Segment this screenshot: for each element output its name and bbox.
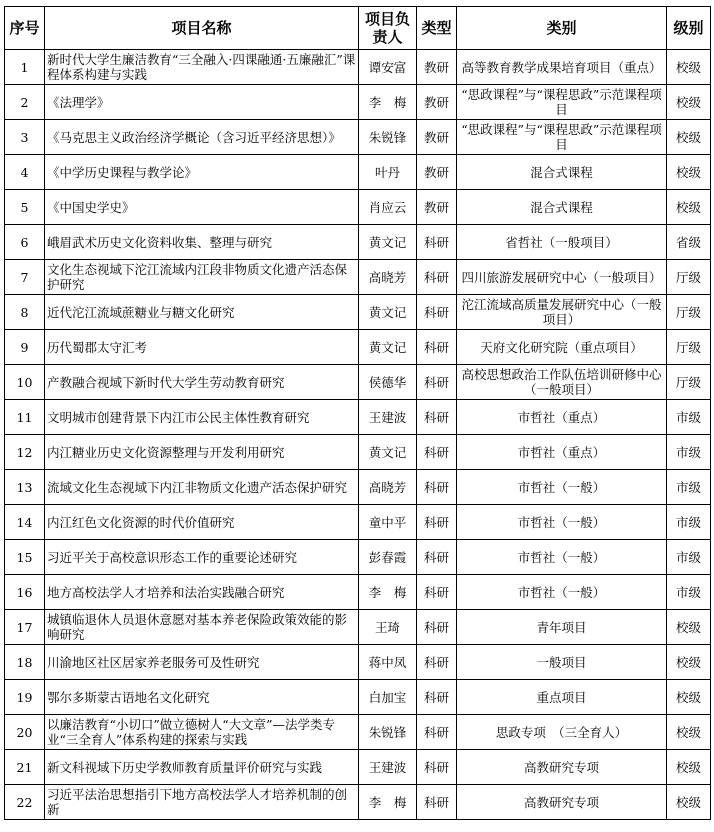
cell-level: 校级 [667, 610, 711, 645]
cell-level: 市级 [667, 435, 711, 470]
cell-type: 科研 [417, 330, 457, 365]
cell-no: 7 [5, 260, 45, 295]
table-row [5, 225, 711, 260]
cell-project-name: 产教融合视域下新时代大学生劳动教育研究 [45, 365, 359, 400]
cell-type: 科研 [417, 645, 457, 680]
cell-level: 校级 [667, 155, 711, 190]
cell-level: 市级 [667, 505, 711, 540]
cell-type: 科研 [417, 680, 457, 715]
cell-project-name: 新时代大学生廉洁教育“三全融入·四课融通·五廉融汇”课程体系构建与实践 [45, 50, 359, 85]
cell-level: 校级 [667, 645, 711, 680]
cell-project-lead: 黄文记 [359, 225, 417, 260]
cell-category: 高教研究专项 [457, 750, 667, 785]
cell-project-name: 峨眉武术历史文化资料收集、整理与研究 [45, 225, 359, 260]
header-level: 级别 [667, 7, 711, 50]
cell-level: 厅级 [667, 330, 711, 365]
header-no: 序号 [5, 7, 45, 50]
cell-project-lead: 李 梅 [359, 575, 417, 610]
cell-project-name: 流域文化生态视域下内江非物质文化遗产活态保护研究 [45, 470, 359, 505]
cell-project-name: 城镇临退休人员退休意愿对基本养老保险政策效能的影响研究 [45, 610, 359, 645]
cell-category: 天府文化研究院（重点项目） [457, 330, 667, 365]
cell-level: 市级 [667, 470, 711, 505]
header-type: 类型 [417, 7, 457, 50]
cell-project-name: 文明城市创建背景下内江市公民主体性教育研究 [45, 400, 359, 435]
cell-project-lead: 王建波 [359, 400, 417, 435]
cell-type: 科研 [417, 225, 457, 260]
cell-level: 市级 [667, 575, 711, 610]
cell-no: 1 [5, 50, 45, 85]
cell-no: 5 [5, 190, 45, 225]
cell-category: 四川旅游发展研究中心（一般项目） [457, 260, 667, 295]
cell-type: 科研 [417, 575, 457, 610]
cell-project-name: 鄂尔多斯蒙古语地名文化研究 [45, 680, 359, 715]
table-row [5, 260, 711, 295]
cell-type: 科研 [417, 470, 457, 505]
cell-type: 教研 [417, 120, 457, 155]
cell-no: 20 [5, 715, 45, 750]
cell-project-lead: 黄文记 [359, 295, 417, 330]
cell-type: 科研 [417, 505, 457, 540]
table-row [5, 330, 711, 365]
header-name: 项目名称 [45, 7, 359, 50]
cell-project-lead: 黄文记 [359, 330, 417, 365]
cell-no: 8 [5, 295, 45, 330]
cell-project-lead: 高晓芳 [359, 260, 417, 295]
table-row [5, 85, 711, 120]
cell-no: 10 [5, 365, 45, 400]
cell-project-name: 习近平法治思想指引下地方高校法学人才培养机制的创新 [45, 785, 359, 820]
cell-no: 19 [5, 680, 45, 715]
cell-no: 22 [5, 785, 45, 820]
table-row [5, 365, 711, 400]
cell-category: 市哲社（一般） [457, 470, 667, 505]
cell-level: 厅级 [667, 295, 711, 330]
cell-project-lead: 黄文记 [359, 435, 417, 470]
cell-category: 重点项目 [457, 680, 667, 715]
cell-no: 9 [5, 330, 45, 365]
cell-level: 校级 [667, 680, 711, 715]
cell-level: 校级 [667, 120, 711, 155]
cell-project-lead: 蒋中凤 [359, 645, 417, 680]
cell-level: 省级 [667, 225, 711, 260]
cell-type: 科研 [417, 715, 457, 750]
cell-project-name: 内江糖业历史文化资源整理与开发利用研究 [45, 435, 359, 470]
cell-project-name: 《中学历史课程与教学论》 [45, 155, 359, 190]
table-row [5, 575, 711, 610]
header-row [5, 7, 711, 50]
table-row [5, 645, 711, 680]
cell-category: 沱江流域高质量发展研究中心（一般项目） [457, 295, 667, 330]
cell-project-name: 以廉洁教育“小切口”做立德树人“大文章”—法学类专业“三全育人”体系构建的探索与实践 [45, 715, 359, 750]
cell-project-name: 川渝地区社区居家养老服务可及性研究 [45, 645, 359, 680]
cell-level: 厅级 [667, 365, 711, 400]
cell-project-name: 《中国史学史》 [45, 190, 359, 225]
cell-level: 校级 [667, 750, 711, 785]
cell-category: 青年项目 [457, 610, 667, 645]
cell-level: 校级 [667, 50, 711, 85]
cell-category: 高教研究专项 [457, 785, 667, 820]
cell-type: 科研 [417, 365, 457, 400]
cell-category: 思政专项 （三全育人） [457, 715, 667, 750]
cell-category: 省哲社（一般项目） [457, 225, 667, 260]
cell-no: 16 [5, 575, 45, 610]
cell-no: 4 [5, 155, 45, 190]
cell-category: “思政课程”与“课程思政”示范课程项目 [457, 85, 667, 120]
cell-project-lead: 朱锐锋 [359, 120, 417, 155]
cell-category: 市哲社（一般） [457, 540, 667, 575]
cell-type: 科研 [417, 540, 457, 575]
cell-project-name: 新文科视域下历史学教师教育质量评价研究与实践 [45, 750, 359, 785]
cell-project-lead: 王琦 [359, 610, 417, 645]
cell-level: 校级 [667, 715, 711, 750]
cell-level: 校级 [667, 190, 711, 225]
cell-type: 教研 [417, 155, 457, 190]
cell-type: 教研 [417, 50, 457, 85]
cell-level: 厅级 [667, 260, 711, 295]
cell-no: 18 [5, 645, 45, 680]
cell-project-lead: 朱锐锋 [359, 715, 417, 750]
table-row [5, 680, 711, 715]
cell-type: 科研 [417, 435, 457, 470]
cell-category: 市哲社（一般） [457, 505, 667, 540]
cell-category: 一般项目 [457, 645, 667, 680]
cell-no: 3 [5, 120, 45, 155]
cell-no: 11 [5, 400, 45, 435]
cell-type: 科研 [417, 260, 457, 295]
cell-project-name: 文化生态视域下沱江流域内江段非物质文化遗产活态保护研究 [45, 260, 359, 295]
cell-project-name: 地方高校法学人才培养和法治实践融合研究 [45, 575, 359, 610]
cell-category: 高等教育教学成果培育项目（重点） [457, 50, 667, 85]
cell-no: 17 [5, 610, 45, 645]
table-row [5, 435, 711, 470]
cell-no: 21 [5, 750, 45, 785]
cell-project-lead: 白加宝 [359, 680, 417, 715]
cell-no: 6 [5, 225, 45, 260]
cell-no: 2 [5, 85, 45, 120]
cell-type: 科研 [417, 610, 457, 645]
table-row [5, 505, 711, 540]
cell-project-name: 内江红色文化资源的时代价值研究 [45, 505, 359, 540]
table-row [5, 750, 711, 785]
cell-no: 15 [5, 540, 45, 575]
cell-project-name: 历代蜀郡太守汇考 [45, 330, 359, 365]
cell-project-lead: 李 梅 [359, 785, 417, 820]
cell-project-lead: 谭安富 [359, 50, 417, 85]
cell-no: 14 [5, 505, 45, 540]
cell-level: 校级 [667, 785, 711, 820]
project-table [4, 6, 711, 820]
cell-project-lead: 侯德华 [359, 365, 417, 400]
table-body [5, 50, 711, 820]
table-row [5, 155, 711, 190]
cell-category: 市哲社（一般） [457, 575, 667, 610]
cell-level: 市级 [667, 400, 711, 435]
cell-project-name: 习近平关于高校意识形态工作的重要论述研究 [45, 540, 359, 575]
table-row [5, 400, 711, 435]
cell-category: 高校思想政治工作队伍培训研修中心（一般项目） [457, 365, 667, 400]
table-row [5, 295, 711, 330]
cell-type: 科研 [417, 785, 457, 820]
cell-project-lead: 叶丹 [359, 155, 417, 190]
cell-type: 教研 [417, 85, 457, 120]
table-row [5, 50, 711, 85]
table-row [5, 785, 711, 820]
cell-project-lead: 肖应云 [359, 190, 417, 225]
cell-category: “思政课程”与“课程思政”示范课程项目 [457, 120, 667, 155]
cell-category: 混合式课程 [457, 190, 667, 225]
cell-project-lead: 高晓芳 [359, 470, 417, 505]
cell-project-name: 《法理学》 [45, 85, 359, 120]
cell-no: 12 [5, 435, 45, 470]
cell-level: 市级 [667, 540, 711, 575]
cell-project-lead: 李 梅 [359, 85, 417, 120]
header-lead: 项目负责人 [359, 7, 417, 50]
cell-type: 教研 [417, 190, 457, 225]
table-row [5, 540, 711, 575]
table-row [5, 610, 711, 645]
cell-project-lead: 彭春霞 [359, 540, 417, 575]
table-row [5, 715, 711, 750]
header-category: 类别 [457, 7, 667, 50]
cell-category: 市哲社（重点） [457, 400, 667, 435]
cell-category: 市哲社（重点） [457, 435, 667, 470]
cell-type: 科研 [417, 750, 457, 785]
table-row [5, 120, 711, 155]
cell-category: 混合式课程 [457, 155, 667, 190]
cell-project-name: 《马克思主义政治经济学概论（含习近平经济思想）》 [45, 120, 359, 155]
cell-level: 校级 [667, 85, 711, 120]
cell-no: 13 [5, 470, 45, 505]
cell-type: 科研 [417, 295, 457, 330]
cell-type: 科研 [417, 400, 457, 435]
cell-project-lead: 童中平 [359, 505, 417, 540]
table-row [5, 190, 711, 225]
cell-project-lead: 王建波 [359, 750, 417, 785]
cell-project-name: 近代沱江流域蔗糖业与糖文化研究 [45, 295, 359, 330]
table-row [5, 470, 711, 505]
